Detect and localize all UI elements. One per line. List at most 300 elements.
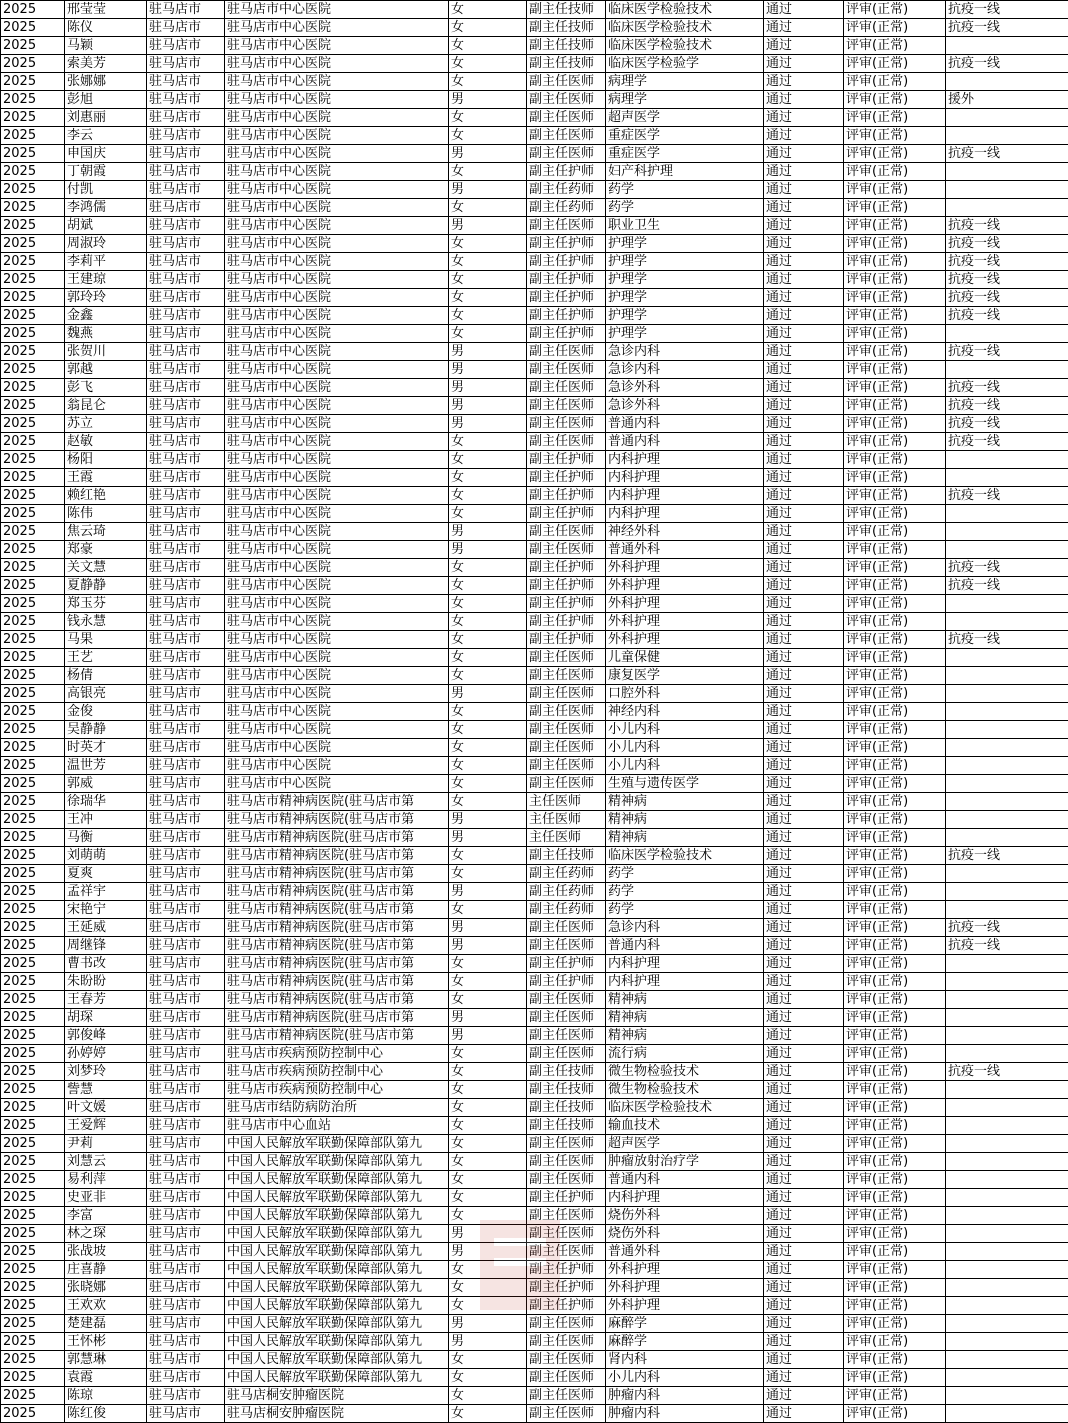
cell-title: 主任医师 — [527, 811, 606, 829]
cell-city: 驻马店市 — [147, 505, 225, 523]
cell-gender: 男 — [449, 361, 527, 379]
table-row — [1, 361, 1068, 379]
cell-result: 通过 — [764, 1027, 844, 1045]
cell-remark — [946, 1261, 1068, 1279]
table-row — [1, 883, 1068, 901]
table-row — [1, 865, 1068, 883]
table-row — [1, 559, 1068, 577]
cell-unit: 驻马店市中心医院 — [225, 469, 449, 487]
cell-year: 2025 — [1, 667, 65, 685]
cell-remark: 抗疫一线 — [946, 1063, 1068, 1081]
cell-remark — [946, 1225, 1068, 1243]
cell-gender: 女 — [449, 1189, 527, 1207]
cell-result: 通过 — [764, 1081, 844, 1099]
cell-result: 通过 — [764, 667, 844, 685]
cell-gender: 女 — [449, 649, 527, 667]
cell-name: 王霞 — [65, 469, 147, 487]
cell-review_type: 评审(正常) — [844, 487, 946, 505]
cell-name: 王怀彬 — [65, 1333, 147, 1351]
cell-title: 副主任药师 — [527, 181, 606, 199]
cell-specialty: 临床医学检验学 — [606, 55, 764, 73]
cell-remark — [946, 1333, 1068, 1351]
table-row — [1, 415, 1068, 433]
cell-specialty: 急诊内科 — [606, 919, 764, 937]
cell-city: 驻马店市 — [147, 559, 225, 577]
cell-review_type: 评审(正常) — [844, 469, 946, 487]
cell-unit: 驻马店市中心医院 — [225, 109, 449, 127]
cell-city: 驻马店市 — [147, 757, 225, 775]
cell-city: 驻马店市 — [147, 1009, 225, 1027]
cell-gender: 女 — [449, 703, 527, 721]
cell-name: 孙婷婷 — [65, 1045, 147, 1063]
table-row — [1, 379, 1068, 397]
cell-review_type: 评审(正常) — [844, 73, 946, 91]
cell-remark: 援外 — [946, 91, 1068, 109]
cell-year: 2025 — [1, 1369, 65, 1387]
cell-title: 副主任护师 — [527, 289, 606, 307]
cell-year: 2025 — [1, 1225, 65, 1243]
cell-year: 2025 — [1, 1117, 65, 1135]
cell-city: 驻马店市 — [147, 1135, 225, 1153]
cell-year: 2025 — [1, 577, 65, 595]
cell-year: 2025 — [1, 1297, 65, 1315]
table-row — [1, 541, 1068, 559]
cell-title: 副主任护师 — [527, 559, 606, 577]
cell-result: 通过 — [764, 73, 844, 91]
cell-specialty: 外科护理 — [606, 595, 764, 613]
cell-gender: 女 — [449, 1081, 527, 1099]
cell-name: 徐瑞华 — [65, 793, 147, 811]
table-row — [1, 19, 1068, 37]
cell-title: 副主任医师 — [527, 721, 606, 739]
cell-remark: 抗疫一线 — [946, 289, 1068, 307]
cell-specialty: 微生物检验技术 — [606, 1063, 764, 1081]
cell-name: 王春芳 — [65, 991, 147, 1009]
cell-gender: 男 — [449, 397, 527, 415]
cell-name: 金鑫 — [65, 307, 147, 325]
cell-unit: 驻马店市中心医院 — [225, 505, 449, 523]
cell-city: 驻马店市 — [147, 1315, 225, 1333]
cell-gender: 女 — [449, 613, 527, 631]
cell-result: 通过 — [764, 559, 844, 577]
cell-city: 驻马店市 — [147, 991, 225, 1009]
cell-gender: 男 — [449, 91, 527, 109]
cell-gender: 女 — [449, 1297, 527, 1315]
cell-unit: 驻马店市中心医院 — [225, 451, 449, 469]
cell-year: 2025 — [1, 631, 65, 649]
cell-review_type: 评审(正常) — [844, 1009, 946, 1027]
cell-year: 2025 — [1, 127, 65, 145]
cell-result: 通过 — [764, 649, 844, 667]
cell-city: 驻马店市 — [147, 55, 225, 73]
cell-city: 驻马店市 — [147, 685, 225, 703]
cell-title: 副主任护师 — [527, 1189, 606, 1207]
cell-title: 副主任技师 — [527, 55, 606, 73]
cell-year: 2025 — [1, 1261, 65, 1279]
cell-year: 2025 — [1, 415, 65, 433]
cell-result: 通过 — [764, 793, 844, 811]
cell-gender: 男 — [449, 379, 527, 397]
cell-result: 通过 — [764, 973, 844, 991]
cell-city: 驻马店市 — [147, 325, 225, 343]
cell-gender: 女 — [449, 433, 527, 451]
cell-title: 副主任护师 — [527, 253, 606, 271]
cell-gender: 女 — [449, 667, 527, 685]
cell-remark — [946, 1027, 1068, 1045]
cell-remark — [946, 613, 1068, 631]
cell-remark — [946, 1405, 1068, 1423]
cell-gender: 女 — [449, 37, 527, 55]
cell-review_type: 评审(正常) — [844, 1315, 946, 1333]
cell-review_type: 评审(正常) — [844, 1, 946, 19]
cell-review_type: 评审(正常) — [844, 1135, 946, 1153]
cell-city: 驻马店市 — [147, 1045, 225, 1063]
cell-title: 副主任医师 — [527, 433, 606, 451]
cell-year: 2025 — [1, 181, 65, 199]
cell-result: 通过 — [764, 847, 844, 865]
cell-title: 副主任技师 — [527, 1063, 606, 1081]
cell-gender: 女 — [449, 73, 527, 91]
cell-review_type: 评审(正常) — [844, 1405, 946, 1423]
cell-result: 通过 — [764, 1117, 844, 1135]
cell-unit: 驻马店市中心医院 — [225, 73, 449, 91]
cell-gender: 女 — [449, 775, 527, 793]
cell-result: 通过 — [764, 577, 844, 595]
cell-year: 2025 — [1, 379, 65, 397]
cell-city: 驻马店市 — [147, 235, 225, 253]
table-row — [1, 271, 1068, 289]
cell-title: 副主任医师 — [527, 1315, 606, 1333]
cell-result: 通过 — [764, 271, 844, 289]
cell-gender: 女 — [449, 289, 527, 307]
cell-city: 驻马店市 — [147, 613, 225, 631]
cell-title: 副主任医师 — [527, 1333, 606, 1351]
cell-name: 时英才 — [65, 739, 147, 757]
cell-city: 驻马店市 — [147, 937, 225, 955]
cell-result: 通过 — [764, 631, 844, 649]
cell-name: 申国庆 — [65, 145, 147, 163]
cell-unit: 驻马店市中心医院 — [225, 325, 449, 343]
cell-review_type: 评审(正常) — [844, 559, 946, 577]
cell-title: 副主任技师 — [527, 1081, 606, 1099]
cell-result: 通过 — [764, 1153, 844, 1171]
cell-review_type: 评审(正常) — [844, 739, 946, 757]
cell-city: 驻马店市 — [147, 1387, 225, 1405]
cell-unit: 驻马店市中心医院 — [225, 379, 449, 397]
cell-year: 2025 — [1, 829, 65, 847]
cell-year: 2025 — [1, 235, 65, 253]
cell-title: 副主任药师 — [527, 901, 606, 919]
cell-specialty: 外科护理 — [606, 577, 764, 595]
cell-year: 2025 — [1, 541, 65, 559]
cell-unit: 驻马店市精神病医院(驻马店市第 — [225, 937, 449, 955]
cell-specialty: 精神病 — [606, 829, 764, 847]
cell-city: 驻马店市 — [147, 721, 225, 739]
cell-review_type: 评审(正常) — [844, 901, 946, 919]
table-row — [1, 397, 1068, 415]
cell-title: 副主任护师 — [527, 955, 606, 973]
cell-remark — [946, 1171, 1068, 1189]
cell-name: 焦云琦 — [65, 523, 147, 541]
cell-name: 林之琛 — [65, 1225, 147, 1243]
cell-specialty: 儿童保健 — [606, 649, 764, 667]
table-row — [1, 1297, 1068, 1315]
cell-result: 通过 — [764, 1171, 844, 1189]
cell-city: 驻马店市 — [147, 883, 225, 901]
table-row — [1, 775, 1068, 793]
cell-review_type: 评审(正常) — [844, 919, 946, 937]
cell-review_type: 评审(正常) — [844, 1351, 946, 1369]
cell-review_type: 评审(正常) — [844, 1297, 946, 1315]
cell-remark: 抗疫一线 — [946, 235, 1068, 253]
cell-remark — [946, 1045, 1068, 1063]
cell-city: 驻马店市 — [147, 487, 225, 505]
cell-title: 副主任护师 — [527, 451, 606, 469]
cell-remark — [946, 811, 1068, 829]
cell-title: 副主任医师 — [527, 1405, 606, 1423]
cell-title: 副主任医师 — [527, 739, 606, 757]
cell-result: 通过 — [764, 1063, 844, 1081]
cell-year: 2025 — [1, 1315, 65, 1333]
cell-year: 2025 — [1, 1333, 65, 1351]
cell-specialty: 肿瘤内科 — [606, 1387, 764, 1405]
cell-name: 刘萌萌 — [65, 847, 147, 865]
cell-review_type: 评审(正常) — [844, 1333, 946, 1351]
cell-review_type: 评审(正常) — [844, 1099, 946, 1117]
cell-specialty: 康复医学 — [606, 667, 764, 685]
cell-year: 2025 — [1, 1351, 65, 1369]
cell-unit: 驻马店市中心医院 — [225, 145, 449, 163]
table-row — [1, 829, 1068, 847]
cell-result: 通过 — [764, 829, 844, 847]
cell-name: 李莉平 — [65, 253, 147, 271]
table-row — [1, 1261, 1068, 1279]
cell-title: 副主任医师 — [527, 523, 606, 541]
cell-gender: 女 — [449, 631, 527, 649]
cell-unit: 驻马店市中心医院 — [225, 217, 449, 235]
cell-name: 胡琛 — [65, 1009, 147, 1027]
cell-review_type: 评审(正常) — [844, 1153, 946, 1171]
cell-gender: 女 — [449, 847, 527, 865]
cell-year: 2025 — [1, 1009, 65, 1027]
cell-result: 通过 — [764, 1045, 844, 1063]
cell-specialty: 普通内科 — [606, 433, 764, 451]
cell-specialty: 内科护理 — [606, 955, 764, 973]
cell-specialty: 肾内科 — [606, 1351, 764, 1369]
cell-year: 2025 — [1, 91, 65, 109]
cell-remark — [946, 1351, 1068, 1369]
cell-year: 2025 — [1, 1153, 65, 1171]
cell-name: 魏燕 — [65, 325, 147, 343]
cell-unit: 中国人民解放军联勤保障部队第九 — [225, 1315, 449, 1333]
cell-remark — [946, 1099, 1068, 1117]
cell-city: 驻马店市 — [147, 1063, 225, 1081]
table-row — [1, 1063, 1068, 1081]
cell-gender: 女 — [449, 271, 527, 289]
cell-unit: 中国人民解放军联勤保障部队第九 — [225, 1261, 449, 1279]
table-row — [1, 1153, 1068, 1171]
table-row — [1, 847, 1068, 865]
cell-title: 副主任医师 — [527, 1027, 606, 1045]
cell-result: 通过 — [764, 289, 844, 307]
cell-name: 李富 — [65, 1207, 147, 1225]
cell-remark — [946, 739, 1068, 757]
cell-gender: 女 — [449, 1135, 527, 1153]
cell-gender: 女 — [449, 487, 527, 505]
cell-specialty: 临床医学检验技术 — [606, 847, 764, 865]
cell-unit: 驻马店市精神病医院(驻马店市第 — [225, 1009, 449, 1027]
cell-review_type: 评审(正常) — [844, 775, 946, 793]
cell-year: 2025 — [1, 811, 65, 829]
cell-remark — [946, 163, 1068, 181]
cell-gender: 男 — [449, 1027, 527, 1045]
table-row — [1, 721, 1068, 739]
cell-unit: 驻马店市中心医院 — [225, 181, 449, 199]
cell-review_type: 评审(正常) — [844, 955, 946, 973]
cell-title: 副主任护师 — [527, 973, 606, 991]
cell-gender: 男 — [449, 937, 527, 955]
cell-unit: 驻马店市精神病医院(驻马店市第 — [225, 883, 449, 901]
cell-name: 邢莹莹 — [65, 1, 147, 19]
cell-year: 2025 — [1, 1, 65, 19]
cell-name: 王建琼 — [65, 271, 147, 289]
cell-result: 通过 — [764, 451, 844, 469]
cell-unit: 中国人民解放军联勤保障部队第九 — [225, 1243, 449, 1261]
cell-name: 周淑玲 — [65, 235, 147, 253]
cell-name: 金俊 — [65, 703, 147, 721]
cell-city: 驻马店市 — [147, 739, 225, 757]
cell-review_type: 评审(正常) — [844, 1081, 946, 1099]
cell-gender: 女 — [449, 559, 527, 577]
table-row — [1, 1279, 1068, 1297]
cell-year: 2025 — [1, 1045, 65, 1063]
cell-remark — [946, 325, 1068, 343]
cell-result: 通过 — [764, 487, 844, 505]
cell-year: 2025 — [1, 613, 65, 631]
cell-city: 驻马店市 — [147, 37, 225, 55]
cell-review_type: 评审(正常) — [844, 1261, 946, 1279]
table-row — [1, 55, 1068, 73]
cell-name: 马果 — [65, 631, 147, 649]
cell-remark — [946, 595, 1068, 613]
cell-year: 2025 — [1, 991, 65, 1009]
cell-specialty: 药学 — [606, 883, 764, 901]
cell-remark — [946, 361, 1068, 379]
table-row — [1, 1, 1068, 19]
table-row — [1, 523, 1068, 541]
cell-result: 通过 — [764, 739, 844, 757]
cell-city: 驻马店市 — [147, 595, 225, 613]
cell-year: 2025 — [1, 1279, 65, 1297]
cell-review_type: 评审(正常) — [844, 181, 946, 199]
cell-unit: 驻马店市结防病防治所 — [225, 1099, 449, 1117]
cell-gender: 男 — [449, 1009, 527, 1027]
cell-gender: 男 — [449, 1243, 527, 1261]
cell-city: 驻马店市 — [147, 541, 225, 559]
cell-unit: 驻马店市中心医院 — [225, 91, 449, 109]
cell-remark: 抗疫一线 — [946, 577, 1068, 595]
cell-name: 郭威 — [65, 775, 147, 793]
cell-year: 2025 — [1, 1099, 65, 1117]
table-row — [1, 1027, 1068, 1045]
cell-city: 驻马店市 — [147, 307, 225, 325]
cell-review_type: 评审(正常) — [844, 523, 946, 541]
table-row — [1, 163, 1068, 181]
cell-result: 通过 — [764, 703, 844, 721]
cell-result: 通过 — [764, 325, 844, 343]
cell-remark — [946, 451, 1068, 469]
cell-result: 通过 — [764, 415, 844, 433]
cell-specialty: 生殖与遗传医学 — [606, 775, 764, 793]
cell-title: 副主任护师 — [527, 163, 606, 181]
cell-name: 刘惠丽 — [65, 109, 147, 127]
cell-gender: 女 — [449, 235, 527, 253]
cell-city: 驻马店市 — [147, 793, 225, 811]
cell-name: 孟祥宇 — [65, 883, 147, 901]
cell-unit: 中国人民解放军联勤保障部队第九 — [225, 1171, 449, 1189]
cell-name: 郭玲玲 — [65, 289, 147, 307]
cell-title: 主任医师 — [527, 793, 606, 811]
cell-gender: 男 — [449, 1315, 527, 1333]
cell-unit: 驻马店市中心医院 — [225, 541, 449, 559]
table-row — [1, 1117, 1068, 1135]
cell-result: 通过 — [764, 613, 844, 631]
cell-unit: 驻马店市中心医院 — [225, 235, 449, 253]
cell-review_type: 评审(正常) — [844, 37, 946, 55]
cell-remark: 抗疫一线 — [946, 415, 1068, 433]
cell-gender: 男 — [449, 1333, 527, 1351]
cell-city: 驻马店市 — [147, 1117, 225, 1135]
cell-city: 驻马店市 — [147, 1333, 225, 1351]
cell-year: 2025 — [1, 883, 65, 901]
table-row — [1, 991, 1068, 1009]
cell-unit: 驻马店市中心医院 — [225, 163, 449, 181]
cell-gender: 女 — [449, 1153, 527, 1171]
cell-title: 副主任医师 — [527, 685, 606, 703]
cell-review_type: 评审(正常) — [844, 1063, 946, 1081]
cell-gender: 女 — [449, 793, 527, 811]
cell-year: 2025 — [1, 1171, 65, 1189]
cell-remark: 抗疫一线 — [946, 1, 1068, 19]
cell-unit: 驻马店桐安肿瘤医院 — [225, 1387, 449, 1405]
table-row — [1, 1243, 1068, 1261]
cell-result: 通过 — [764, 217, 844, 235]
cell-unit: 驻马店市中心医院 — [225, 433, 449, 451]
cell-result: 通过 — [764, 145, 844, 163]
cell-result: 通过 — [764, 1009, 844, 1027]
cell-unit: 驻马店市中心医院 — [225, 487, 449, 505]
cell-result: 通过 — [764, 1225, 844, 1243]
cell-review_type: 评审(正常) — [844, 1189, 946, 1207]
cell-gender: 女 — [449, 109, 527, 127]
cell-city: 驻马店市 — [147, 523, 225, 541]
cell-unit: 驻马店市中心医院 — [225, 415, 449, 433]
cell-review_type: 评审(正常) — [844, 91, 946, 109]
cell-gender: 女 — [449, 721, 527, 739]
cell-remark: 抗疫一线 — [946, 847, 1068, 865]
cell-gender: 男 — [449, 883, 527, 901]
cell-gender: 女 — [449, 739, 527, 757]
cell-name: 索美芳 — [65, 55, 147, 73]
cell-remark — [946, 523, 1068, 541]
cell-remark — [946, 1009, 1068, 1027]
cell-name: 李云 — [65, 127, 147, 145]
cell-name: 陈伟 — [65, 505, 147, 523]
cell-city: 驻马店市 — [147, 181, 225, 199]
cell-year: 2025 — [1, 757, 65, 775]
cell-name: 刘梦玲 — [65, 1063, 147, 1081]
cell-review_type: 评审(正常) — [844, 613, 946, 631]
